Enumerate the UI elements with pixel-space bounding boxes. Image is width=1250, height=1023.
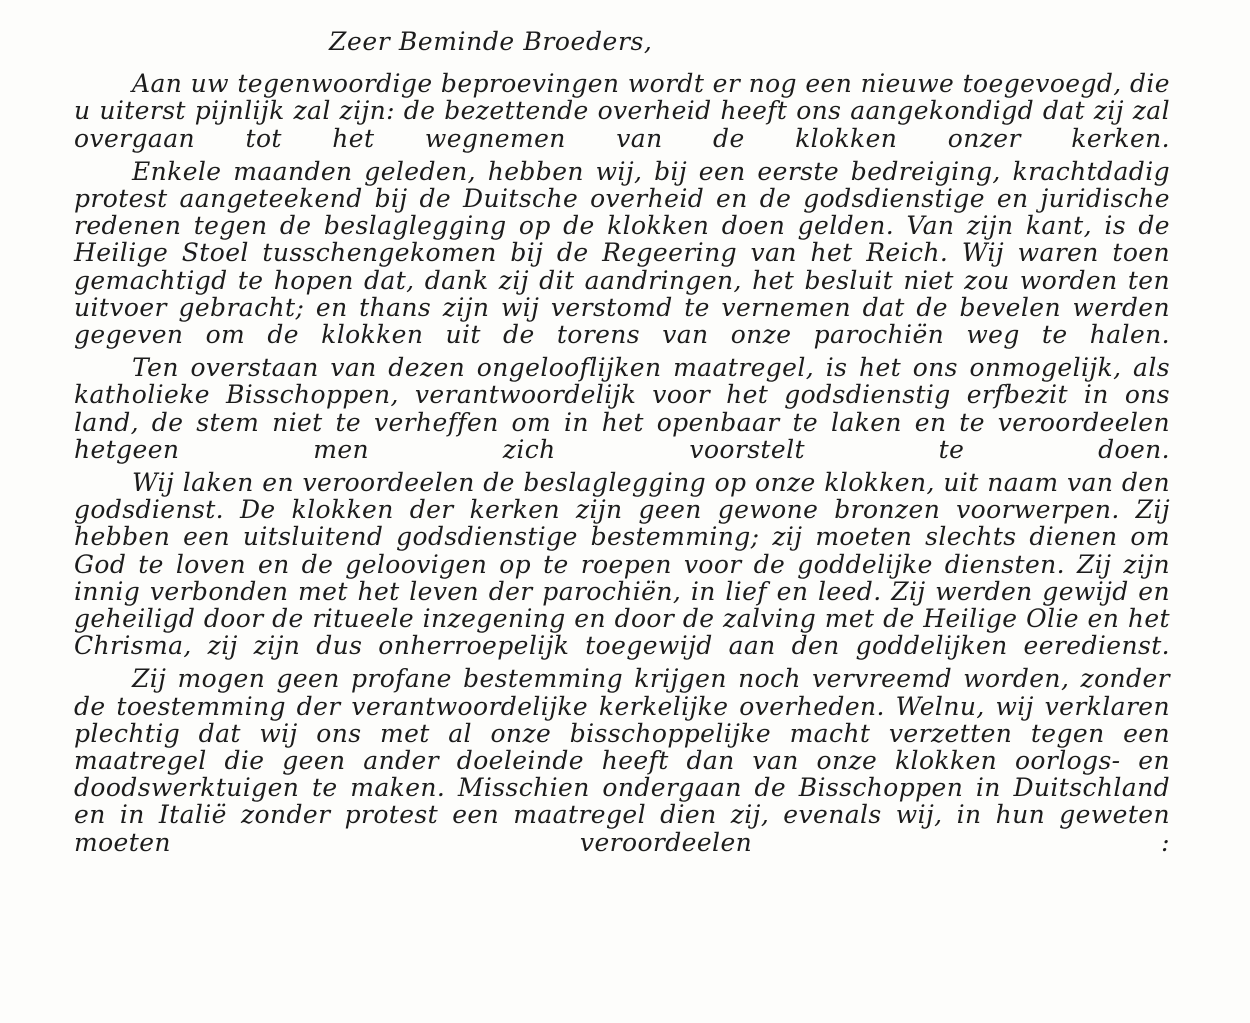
paragraph-2: Enkele maanden geleden, hebben wij, bij een eerste bedreiging, krachtdadig protest aangeteekend bij de Duitsche overheid en de godsdienstige en juridische redenen tegen de beslaglegging op de klokken doen gelden. Van zijn kant, is de Heilige Stoel tusschengekomen bij de Regeering van het Reich. Wij waren toen gemachtigd te hopen dat, dank zij dit aandringen, het besluit niet zou worden ten uitvoer gebracht; en thans zijn wij verstomd te vernemen dat de bevelen werden gegeven om de klokken uit de torens van onze parochiën weg te halen. [74,156,1170,350]
salutation: Zeer Beminde Broeders, [329,27,653,56]
paragraph-3: Ten overstaan van dezen ongelooflijken maatregel, is het ons onmogelijk, als katholieke Bisschoppen, verantwoordelijk voor het godsdienstig erfbezit in ons land, de stem niet te verheffen om in het openbaar te laken en te veroordeelen hetgeen men zich voorstelt te doen. [74,353,1170,464]
paragraph-4: Wij laken en veroordeelen de beslaglegging op onze klokken, uit naam van den godsdienst. De klokken der kerken zijn geen gewone bronzen voorwerpen. Zij hebben een uitsluitend godsdienstige bestemming; zij moeten slechts dienen om God te loven en de geloovigen op te roepen voor de goddelijke diensten. Zij zijn innig verbonden met het leven der parochiën, in lief en leed. Zij werden gewijd en geheiligd door de ritueele inzegening en door de zalving met de Heilige Olie en het Chrisma, zij zijn dus onherroepelijk toegewijd aan den goddelijken eeredienst. [74,468,1170,661]
paragraph-1: Aan uw tegenwoordige beproevingen wordt er nog een nieuwe toegevoegd, die u uiterst pijnlijk zal zijn: de bezettende overheid heeft ons aangekondigd dat zij zal overgaan tot het wegnemen van de klokken onzer kerken. [74,69,1170,153]
paragraph-5: Zij mogen geen profane bestemming krijgen noch vervreemd worden, zonder de toestemming der verantwoordelijke kerkelijke overheden. Welnu, wij verklaren plechtig dat wij ons met al onze bisschoppelijke macht verzetten tegen een maatregel die geen ander doeleinde heeft dan van onze klokken oorlogs- en doodswerktuigen te maken. Misschien ondergaan de Bisschoppen in Duitschland en in Italië zonder protest een maatregel dien zij, evenals wij, in hun geweten moeten veroordeelen : [74,664,1170,857]
